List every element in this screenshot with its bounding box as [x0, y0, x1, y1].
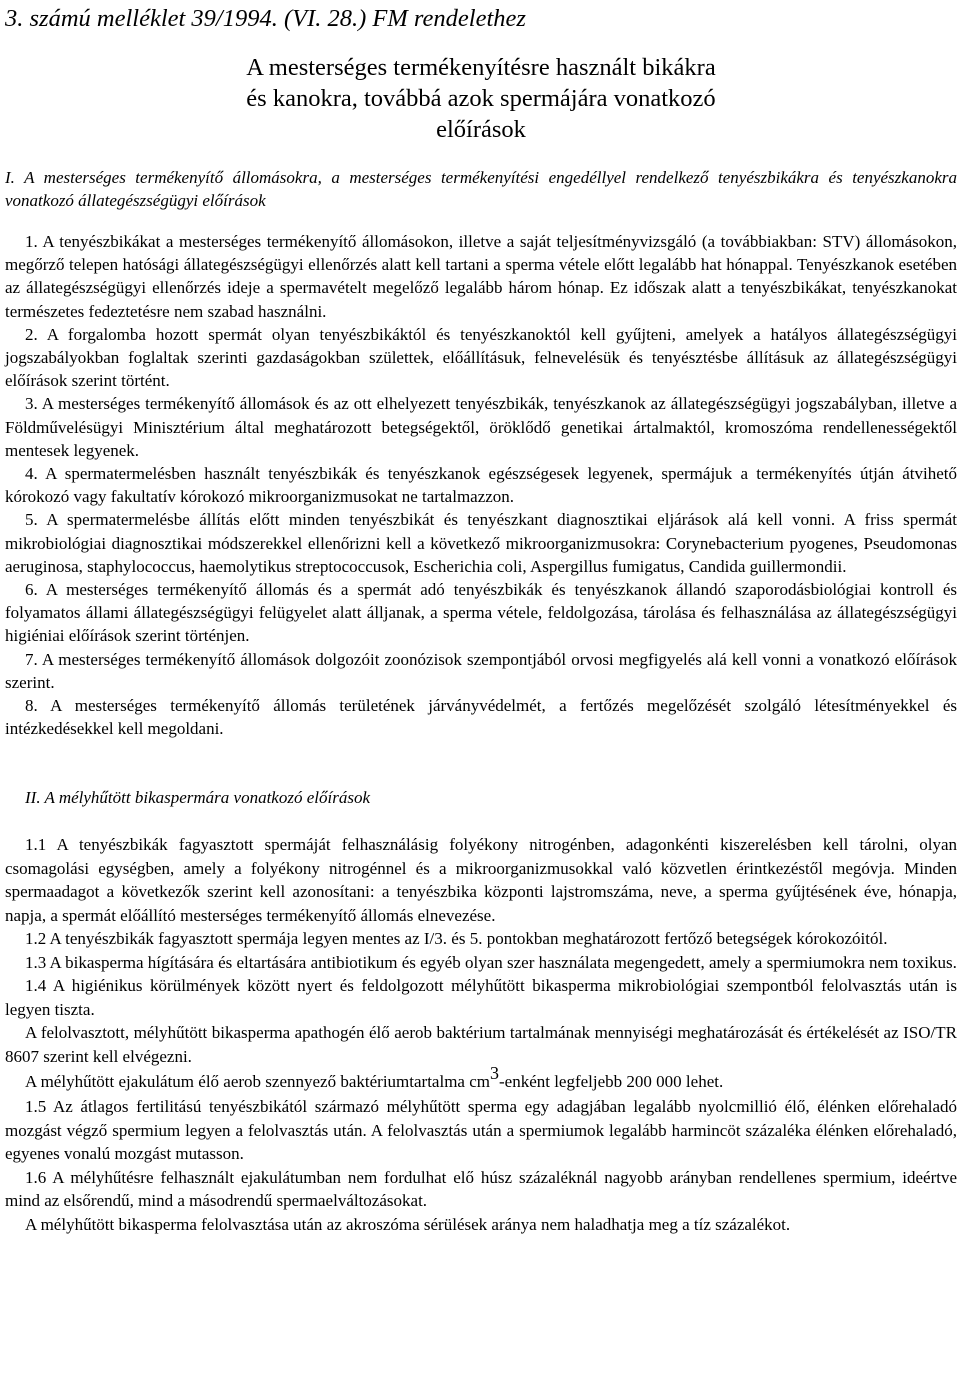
germ-count-paragraph [5, 1063, 957, 1095]
paragraph: 6. A mesterséges termékenyítő állomás és a spermát adó tenyészbikák és tenyészkanok állandó szaporodásbiológiai kontroll és folyamatos állami állategészségügyi felügyelet alatt álljanak, a sperma vétele, feldolgozása, tárolása és felhasználása az állategészségügyi higiéniai előírások szerint történjen. [5, 580, 957, 646]
paragraph: 1.6 A mélyhűtésre felhasznált ejakulátumban nem fordulhat elő húsz százaléknál nagyobb arányban rendellenes spermium, ideértve mind az elsőrendű, mind a másodrendű spermaelváltozásokat. [5, 1167, 957, 1211]
section-1-heading: I. A mesterséges termékenyítő állomásokra, a mesterséges termékenyítési engedéllyel rendelkező tenyészbikákra és tenyészkanokra vonatkozó állategészségügyi előírások [5, 168, 957, 210]
section-2-heading: II. A mélyhűtött bikaspermára vonatkozó előírások [25, 788, 370, 808]
title-line: A mesterséges termékenyítésre használt bikákra [246, 54, 716, 81]
paragraph: 8. A mesterséges termékenyítő állomás területének járványvédelmét, a fertőzés megelőzését szolgáló létesítményekkel és intézkedésekkel kell megoldani. [5, 696, 957, 739]
germ-count-text: A mélyhűtött ejakulátum élő aerob szennyező baktériumtartalma cm [25, 1072, 490, 1092]
title-line: és kanokra, továbbá azok spermájára vonatkozó [246, 85, 716, 112]
paragraph: 1.4 A higiénikus körülmények között nyert és feldolgozott mélyhűtött bikasperma mikrobiológiai szempontból felolvasztás után is legyen tiszta. [5, 976, 957, 1019]
regulation-reference: 3. számú melléklet 39/1994. (VI. 28.) FM rendelethez [5, 5, 526, 32]
document-page [5, 0, 957, 1236]
germ-count-text-end: -enként legfeljebb 200 000 lehet. [498, 1072, 724, 1092]
paragraph: 2. A forgalomba hozott spermát olyan tenyészbikáktól és tenyészkanoktól kell gyűjteni, amelyek a hatályos állategészségügyi jogszabályokban foglaltak szerinti gazdaságokban születtek, előállításuk, felnevelésük és tenyésztésbe állításuk az állategészségügyi előírások szerint történt. [5, 324, 957, 391]
paragraph: 1.1 A tenyészbikák fagyasztott spermáját felhasználásig folyékony nitrogénben, adagonkénti kiszerelésben kell tárolni, olyan csomagolási egységben, amely a folyékony nitrogénnel és a mikroorganizmusokkal való közvetlen érintkezéstől megóvja. Minden spermaadagot a következők szerint kell azonosítani: a tenyészbika központi lajstromszáma, neve, a sperma gyűjtésének éve, hónapja, napja, a spermát előállító mesterséges termékenyítő állomás elnevezése. [5, 835, 957, 925]
paragraph: 7. A mesterséges termékenyítő állomások dolgozóit zoonózisok szempontjából orvosi megfigyelés alá kell vonni a vonatkozó előírások szerint. [5, 649, 957, 692]
paragraph: 5. A spermatermelésbe állítás előtt minden tenyészbikát és tenyészkant diagnosztikai eljárások alá kell vonni. A friss spermát mikrobiológiai diagnosztikai módszerekkel ellenőrizni kell a következő mikroorganizmusokra: Corynebacterium pyogenes, Pseudomonas aeruginosa, staphylococcus, haemolytikus streptococcusok, Escherichia coli, Aspergillus fumigatus, Candida guillermondii. [5, 510, 957, 576]
superscript: 3 [489, 1063, 499, 1084]
section-2-body [5, 833, 957, 1236]
paragraph: A mélyhűtött bikasperma felolvasztása után az akroszóma sérülések aránya nem haladhatja meg a tíz százalékot. [25, 1214, 791, 1234]
paragraph: 1.3 A bikasperma hígítására és eltartására antibiotikum és egyéb olyan szer használata megengedett, amely a spermiumokra nem toxikus. [25, 952, 957, 972]
paragraph: A felolvasztott, mélyhűtött bikasperma apathogén élő aerob baktérium tartalmának mennyiségi meghatározását és értékelését az ISO/TR 8607 szerint kell elvégezni. [5, 1023, 957, 1066]
paragraph: 1.2 A tenyészbikák fagyasztott spermája legyen mentes az I/3. és 5. pontokban meghatározott fertőző betegségek kórokozóitól. [25, 929, 888, 949]
paragraph: 4. A spermatermelésben használt tenyészbikák és tenyészkanok egészségesek legyenek, spermájuk a termékenyítés útján átvihető kórokozó vagy fakultatív kórokozó mikroorganizmusokat ne tartalmazzon. [5, 464, 957, 507]
paragraph: 1.5 Az átlagos fertilitású tenyészbikától származó mélyhűtött sperma egy adagjában legalább nyolcmillió élő, élénken előrehaladó mozgást végző spermium legyen a felolvasztás után. A felolvasztás után a spermiumok legalább harmincöt százaléka élénken előrehaladó, egyenes vonalú mozgást mutasson. [5, 1097, 957, 1164]
title-line: előírások [436, 116, 526, 143]
document-title [5, 52, 957, 145]
paragraph: 1. A tenyészbikákat a mesterséges termékenyítő állomásokon, illetve a saját teljesítményvizsgáló (a továbbiakban: STV) állomásokon, megőrző telepen hatósági állategészségügyi ellenőrzés alatt kell tartani a sperma vétele előtt legalább hat hónappal. Tenyészkanok esetében az állategészségügyi ellenőrzés ideje a spermavételt megelőző legalább három hónap. Ez időszak alatt a tenyészbikákat, tenyészkanokat természetes fedeztetésre nem szabad használni. [5, 232, 957, 321]
section-1-body [5, 230, 957, 740]
paragraph: 3. A mesterséges termékenyítő állomások és az ott elhelyezett tenyészbikák, tenyészkanok az állategészségügyi jogszabályban, illetve a Földművelésügyi Minisztérium által meghatározott betegségektől, öröklődő genetikai ártalmaktól, kromoszóma rendellenességektől mentesek legyenek. [5, 394, 957, 460]
